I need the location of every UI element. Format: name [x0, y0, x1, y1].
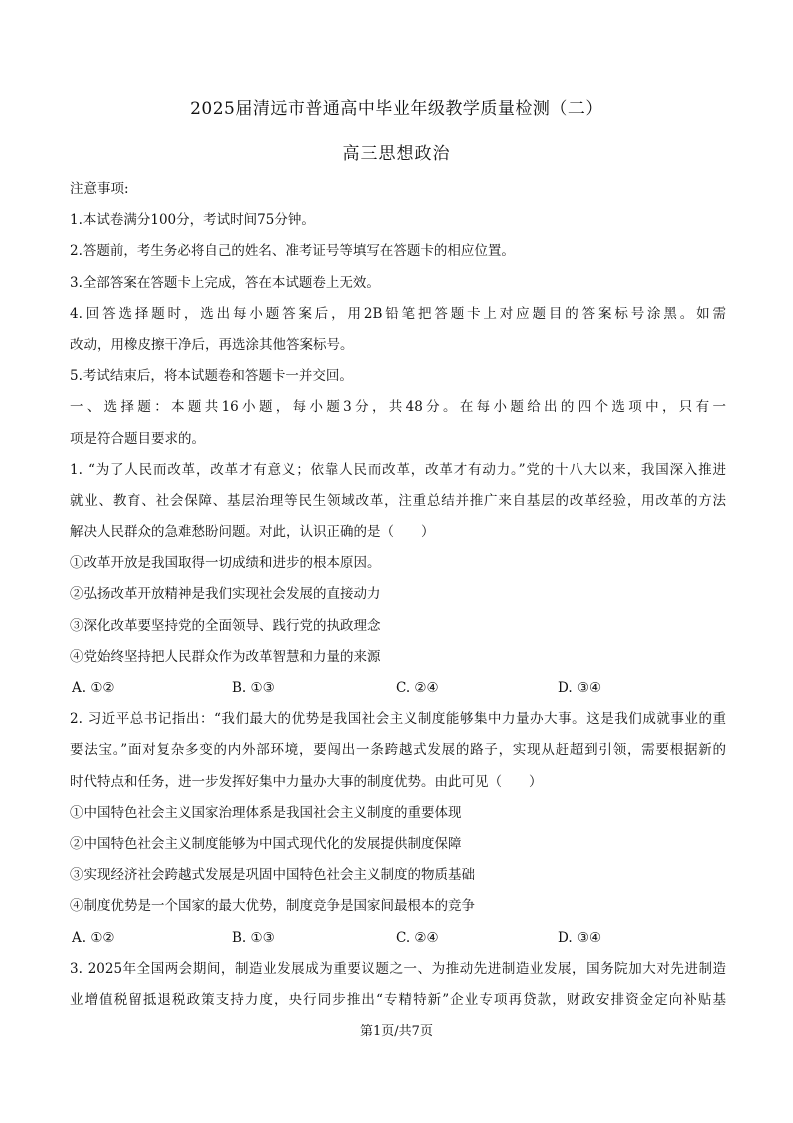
question-1-statement-2: ②弘扬改革开放精神是我们实现社会发展的直接动力 — [70, 586, 381, 603]
question-1-statement-1: ①改革开放是我国取得一切成绩和进步的根本原因。 — [70, 555, 381, 572]
question-1-stem-line: 解决人民群众的急难愁盼问题。对此，认识正确的是（ ） — [70, 524, 435, 541]
question-1-stem-line: 1. “为了人民而改革，改革才有意义；依靠人民而改革，改革才有动力。”党的十八大以来，我国深入推进 — [70, 461, 726, 478]
question-2-option-d[interactable]: D. ③④ — [558, 929, 602, 946]
question-1-statement-3: ③深化改革要坚持党的全面领导、践行党的执政理念 — [70, 617, 381, 634]
question-2-option-c[interactable]: C. ②④ — [396, 929, 439, 946]
notice-item-2: 2.答题前，考生务必将自己的姓名、准考证号等填写在答题卡的相应位置。 — [70, 243, 515, 260]
question-2-option-a[interactable]: A. ①② — [72, 929, 115, 946]
question-2-statement-1: ①中国特色社会主义国家治理体系是我国社会主义制度的重要体现 — [70, 804, 462, 821]
question-2-stem-line: 时代特点和任务，进一步发挥好集中力量办大事的制度优势。由此可见（ ） — [70, 773, 543, 790]
question-1-option-c[interactable]: C. ②④ — [396, 680, 439, 696]
question-2-option-b[interactable]: B. ①③ — [232, 929, 275, 946]
question-2-statement-2: ②中国特色社会主义制度能够为中国式现代化的发展提供制度保障 — [70, 835, 462, 852]
question-2-options — [70, 923, 726, 954]
exam-subject: 高三思想政治 — [342, 144, 451, 164]
question-1-statement-4: ④党始终坚持把人民群众作为改革智慧和力量的来源 — [70, 648, 381, 665]
question-3-stem-line: 业增值税留抵退税政策支持力度，央行同步推出“专精特新”企业专项再贷款，财政安排资金定向补贴基 — [70, 991, 726, 1008]
notice-item-4: 4.回答选择题时，选出每小题答案后，用2B铅笔把答题卡上对应题目的答案标号涂黑。如需 — [70, 305, 726, 322]
question-1-options — [70, 673, 726, 704]
notice-item-5: 5.考试结束后，将本试题卷和答题卡一并交回。 — [70, 368, 353, 385]
exam-body — [70, 174, 726, 1016]
exam-title: 2025届清远市普通高中毕业年级教学质量检测（二） — [190, 99, 603, 119]
section-heading-cont: 项是符合题目要求的。 — [70, 430, 205, 447]
question-1-option-d[interactable]: D. ③④ — [558, 680, 602, 696]
question-1-stem-line: 就业、教育、社会保障、基层治理等民生领域改革，注重总结并推广来自基层的改革经验，用改革的方法 — [70, 492, 726, 509]
notice-item-1: 1.本试卷满分100分，考试时间75分钟。 — [70, 212, 315, 229]
question-2-stem-line: 2. 习近平总书记指出：“我们最大的优势是我国社会主义制度能够集中力量办大事。这是我们成就事业的重 — [70, 711, 726, 728]
notice-item-3: 3.全部答案在答题卡上完成，答在本试题卷上无效。 — [70, 274, 380, 291]
question-2-statement-3: ③实现经济社会跨越式发展是巩固中国特色社会主义制度的物质基础 — [70, 867, 475, 884]
question-1-option-a[interactable]: A. ①② — [72, 680, 115, 696]
question-2-stem-line: 要法宝。”面对复杂多变的内外部环境，要闯出一条跨越式发展的路子，实现从赶超到引领，需要根据新的 — [70, 742, 726, 759]
question-3-stem-line: 3. 2025年全国两会期间，制造业发展成为重要议题之一、为推动先进制造业发展，国务院加大对先进制造 — [70, 960, 726, 977]
question-1-option-b[interactable]: B. ①③ — [232, 680, 275, 696]
section-heading: 一、选择题：本题共16小题，每小题3分，共48分。在每小题给出的四个选项中，只有一 — [70, 399, 726, 416]
question-2-statement-4: ④制度优势是一个国家的最大优势，制度竞争是国家间最根本的竞争 — [70, 898, 475, 915]
notice-item-4-cont: 改动，用橡皮擦干净后，再选涂其他答案标号。 — [70, 336, 354, 353]
notice-heading: 注意事项: — [70, 181, 129, 197]
page-number: 第1页/共7页 — [360, 1024, 433, 1039]
